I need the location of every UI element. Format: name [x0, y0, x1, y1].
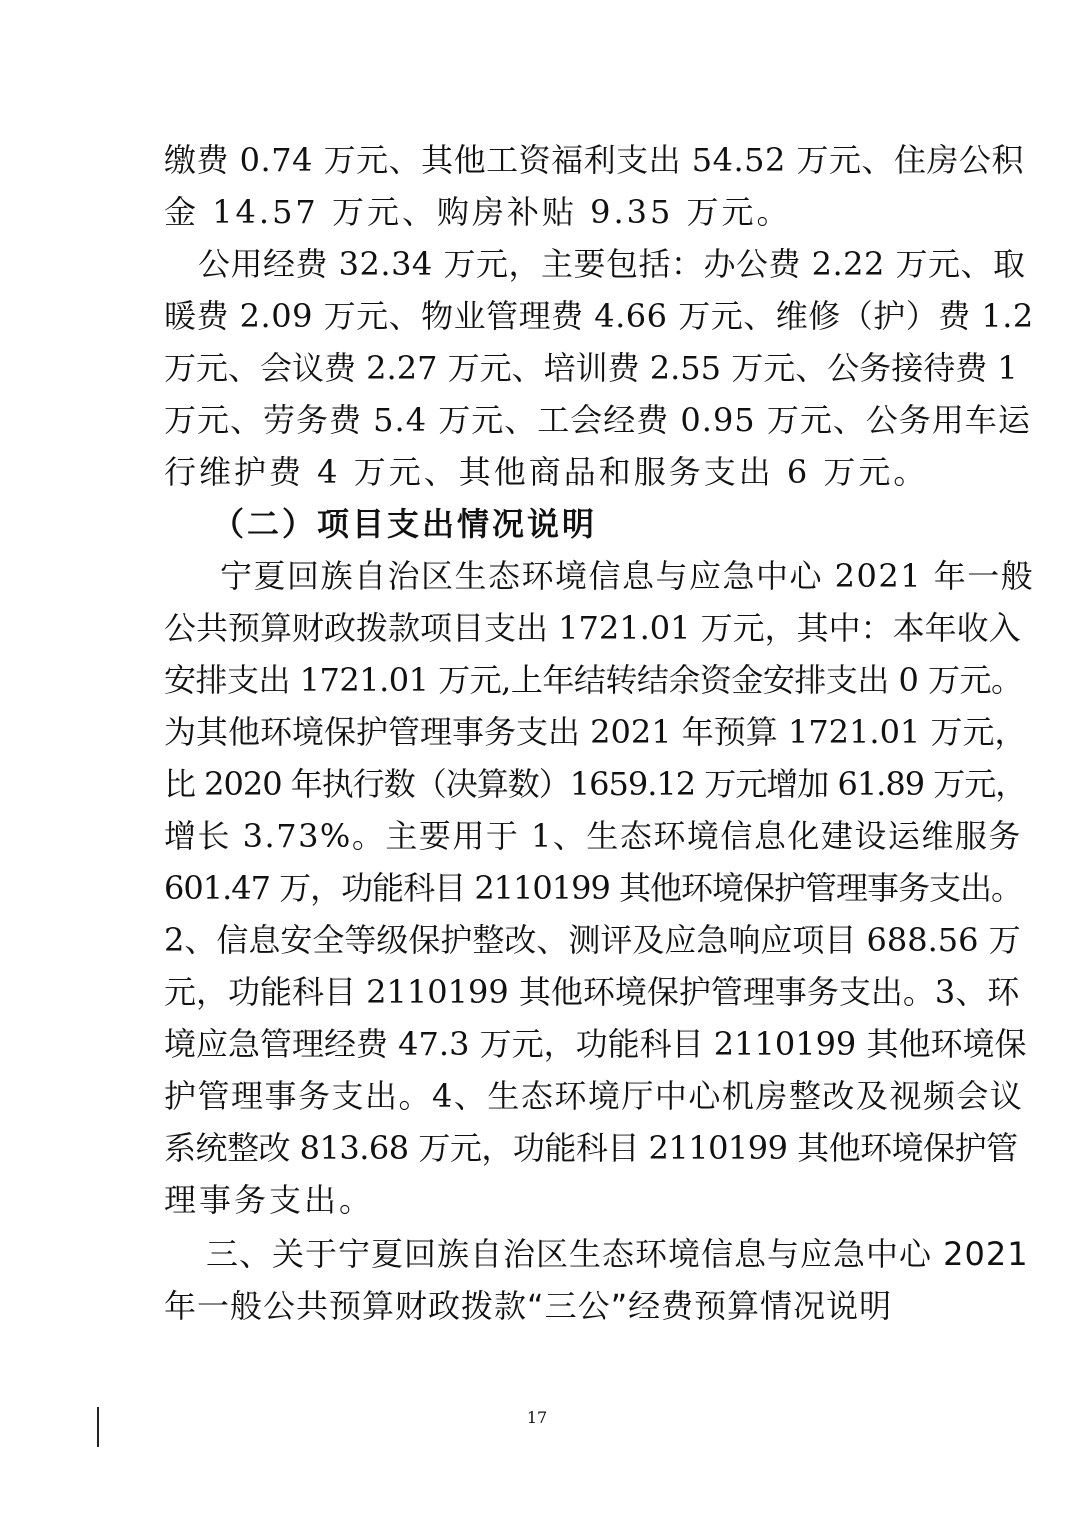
- text-line: 系统整改 813.68 万元，功能科目 2110199 其他环境保护管: [164, 1129, 1018, 1167]
- text-line: 护管理事务支出。4、生态环境厅中心机房整改及视频会议: [164, 1077, 1024, 1115]
- text-line: 2、信息安全等级保护整改、测评及应急响应项目 688.56 万: [164, 921, 1021, 959]
- text-line: 公用经费 32.34 万元，主要包括：办公费 2.22 万元、取: [198, 245, 1026, 283]
- text-line: 万元、会议费 2.27 万元、培训费 2.55 万元、公务接待费 1: [164, 349, 1018, 387]
- section-heading: 年一般公共预算财政拨款“三公”经费预算情况说明: [164, 1287, 893, 1325]
- text-line: 理事务支出。: [164, 1181, 375, 1219]
- text-line: 行维护费 4 万元、其他商品和服务支出 6 万元。: [164, 453, 929, 491]
- text-line: 比 2020 年执行数（决算数）1659.12 万元增加 61.89 万元，: [164, 765, 1027, 803]
- text-line: 增长 3.73%。主要用于 1、生态环境信息化建设运维服务: [164, 817, 1022, 855]
- text-line: 为其他环境保护管理事务支出 2021 年预算 1721.01 万元，: [164, 713, 1027, 751]
- text-line: 宁夏回族自治区生态环境信息与应急中心 2021 年一般: [220, 557, 1035, 595]
- text-line: 元，功能科目 2110199 其他环境保护管理事务支出。3、环: [164, 973, 1020, 1011]
- text-line: 金 14.57 万元、购房补贴 9.35 万元。: [164, 193, 792, 231]
- section-title: （二）项目支出情况说明: [212, 505, 598, 543]
- text-line: 万元、劳务费 5.4 万元、工会经费 0.95 万元、公务用车运: [164, 401, 1031, 439]
- text-line: 境应急管理经费 47.3 万元，功能科目 2110199 其他环境保: [164, 1025, 1027, 1063]
- text-line: 安排支出 1721.01 万元,上年结转结余资金安排支出 0 万元。: [164, 661, 1023, 699]
- text-line: 缴费 0.74 万元、其他工资福利支出 54.52 万元、住房公积: [164, 141, 1025, 179]
- text-line: 601.47 万，功能科目 2110199 其他环境保护管理事务支出。: [164, 869, 1023, 907]
- page-number: 17: [526, 1408, 548, 1427]
- text-line: 公共预算财政拨款项目支出 1721.01 万元，其中：本年收入: [164, 609, 1021, 647]
- text-line: 暖费 2.09 万元、物业管理费 4.66 万元、维修（护）费 1.2: [164, 297, 1034, 335]
- section-heading: 三、关于宁夏回族自治区生态环境信息与应急中心 2021: [206, 1235, 1029, 1273]
